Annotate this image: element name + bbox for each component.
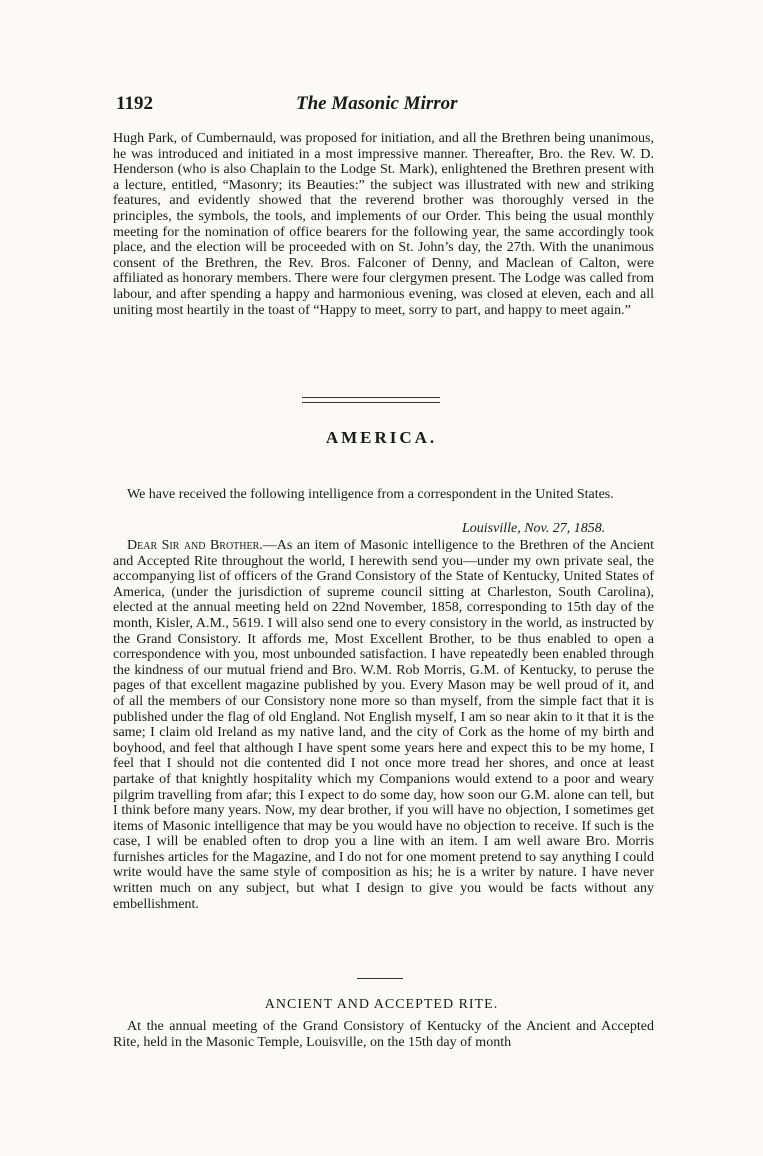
ancient-rite-body — [113, 1019, 654, 1050]
lodge-report-paragraph: Hugh Park, of Cumbernauld, was proposed for initiation, and all the Brethren being unanimous, he was introduced and initiated in a most impressive manner. Thereafter, Bro. the Rev. W. D. Henderson (who is also Chaplain to the Lodge St. Mark), enlightened the Brethren present with a lecture, entitled, “Masonry; its Beauties:” the subject was illustrated with new and striking features, and evidently showed that the reverend brother was thoroughly versed in the principles, the symbols, the tools, and implements of our Order. This being the usual monthly meeting for the nomination of office bearers for the following year, the same accordingly took place, and the election will be proceeded with on St. John’s day, the 27th. With the unanimous consent of the Brethren, the Rev. Bros. Falconer of Denny, and Maclean of Calton, were affiliated as honorary members. There were four clergymen present. The Lodge was called from labour, and after spending a happy and harmonious evening, was closed at eleven, each and all uniting most heartily in the toast of “Happy to meet, sorry to part, and happy to meet again.” — [113, 131, 654, 318]
letter-dateline: Louisville, Nov. 27, 1858. — [462, 521, 606, 536]
page-header — [116, 93, 656, 121]
letter-salutation: Dear Sir and Brother. — [127, 538, 263, 553]
short-divider — [357, 978, 403, 979]
letter-body — [113, 538, 654, 912]
running-title: The Masonic Mirror — [296, 93, 458, 114]
america-intro-paragraph: We have received the following intelligence from a correspondent in the United States. — [127, 487, 614, 502]
letter-paragraph — [113, 538, 654, 912]
letter-text: —As an item of Masonic intelligence to the Brethren of the Ancient and Accepted Rite throughout the world, I herewith send you—under my own private seal, the accompanying list of officers of the Grand Consistory of the State of Kentucky, United States of America, (under the jurisdiction of supreme council sitting at Charleston, South Carolina), elected at the annual meeting held on 22nd November, 1858, corresponding to 15th day of the month, Kisler, A.M., 5619. I will also send one to every consistory in the world, as instructed by the Grand Consistory. It affords me, Most Excellent Brother, to be thus enabled to open a correspondence with you, most unbounded satisfaction. I have repeatedly been enabled through the kindness of our mutual friend and Bro. W.M. Rob Morris, G.M. of Kentucky, to peruse the pages of that excellent magazine published by you. Every Mason may be well proud of it, and of all the members of our Consistory none more so than myself, from the simple fact that it is published under the flag of old England. Not English myself, I am so near akin to it that it is the same; I claim old Ireland as my native land, and the city of Cork as the home of my birth and boyhood, and feel that although I have spent some years here and expect this to be my home, I feel that I should not die contented did I not once more tread her shores, and once at least partake of that knightly hospitality which my Companions would extend to a poor and weary pilgrim travelling from afar; this I expect to do some day, how soon our G.M. alone can tell, but I think before many years. Now, my dear brother, if you will have no objection, I sometimes get items of Masonic intelligence that may be you would have no objection to receive. If such is the case, I will be enabled often to drop you a line with an item. I am well aware Bro. Morris furnishes articles for the Magazine, and I do not for one moment pretend to say anything I could write would have the same style of composition as his; he is a writer by nature. I have never written much on any subject, but what I design to give you would be facts without any embellishment. — [113, 538, 654, 912]
america-intro — [113, 487, 654, 503]
section-divider — [302, 397, 440, 403]
ancient-rite-paragraph: At the annual meeting of the Grand Consistory of Kentucky of the Ancient and Accepted Rite, held in the Masonic Temple, Louisville, on the 15th day of month — [113, 1019, 654, 1050]
america-heading: AMERICA. — [325, 428, 438, 447]
page-number: 1192 — [116, 93, 153, 114]
lodge-report — [113, 131, 654, 318]
ancient-rite-heading: ANCIENT AND ACCEPTED RITE. — [264, 997, 499, 1012]
